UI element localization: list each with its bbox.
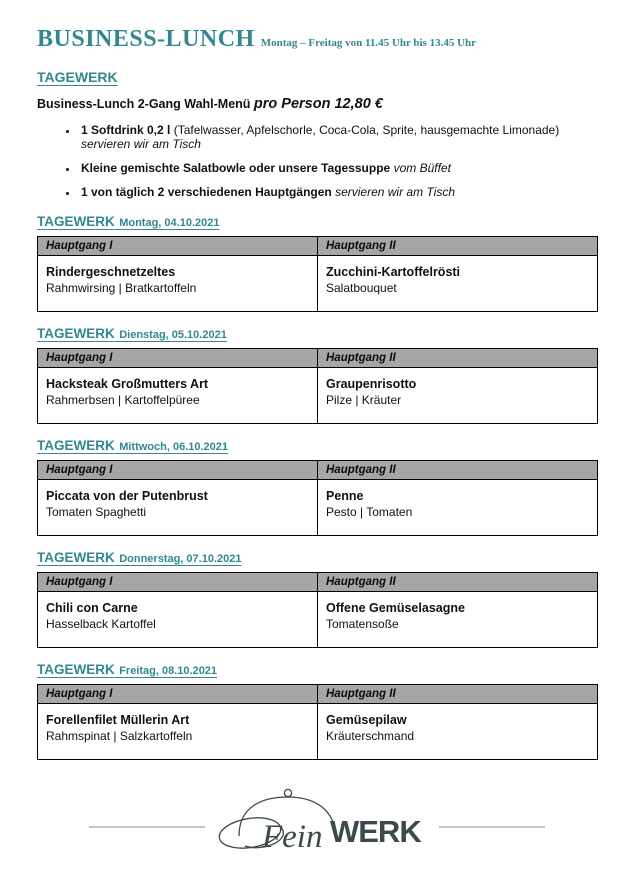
day-heading [37, 213, 597, 231]
day-heading-brand: TAGEWERK [37, 662, 115, 677]
column-header-hauptgang-1: Hauptgang I [38, 573, 318, 592]
dish-cell [38, 256, 318, 312]
dish-sides: Kräuterschmand [326, 729, 415, 743]
dish-name: Zucchini-Kartoffelrösti [326, 265, 461, 279]
day-heading [37, 325, 597, 343]
list-item [78, 161, 597, 175]
dish-cell [318, 592, 598, 648]
included-items-list [78, 123, 597, 199]
menu-table [37, 572, 598, 648]
column-header-hauptgang-2: Hauptgang II [318, 349, 598, 368]
column-header-hauptgang-1: Hauptgang I [38, 237, 318, 256]
day-heading-date: Montag, 04.10.2021 [119, 217, 220, 229]
day-section-friday [37, 661, 597, 760]
day-heading-date: Donnerstag, 07.10.2021 [119, 553, 242, 565]
dish-name: Graupenrisotto [326, 377, 417, 391]
dish-name: Piccata von der Putenbrust [46, 489, 208, 503]
column-header-hauptgang-1: Hauptgang I [38, 685, 318, 704]
dish-sides: Pilze | Kräuter [326, 393, 402, 407]
dish-sides: Rahmerbsen | Kartoffelpüree [46, 393, 200, 407]
logo-script-text: Fein [262, 819, 323, 855]
dish-sides: Hasselback Kartoffel [46, 617, 156, 631]
dish-sides: Rahmspinat | Salzkartoffeln [46, 729, 193, 743]
list-item [78, 123, 597, 151]
logo-bold-text: WERK [330, 814, 421, 849]
dish-cell [318, 256, 598, 312]
column-header-hauptgang-2: Hauptgang II [318, 573, 598, 592]
day-heading-brand: TAGEWERK [37, 214, 115, 229]
menu-line-price: pro Person 12,80 € [253, 96, 383, 112]
day-heading [37, 437, 597, 455]
bullet-italic-text: vom Büffet [393, 161, 451, 175]
menu-table [37, 460, 598, 536]
dish-cell [38, 368, 318, 424]
intro-block [37, 69, 597, 199]
dish-name: Chili con Carne [46, 601, 138, 615]
day-heading-brand: TAGEWERK [37, 326, 115, 341]
day-section-thursday [37, 549, 597, 648]
dish-sides: Pesto | Tomaten [326, 505, 413, 519]
dish-sides: Tomatensoße [326, 617, 399, 631]
tagewerk-heading: TAGEWERK [37, 69, 118, 85]
document-header [37, 26, 597, 53]
dish-cell [318, 480, 598, 536]
dish-name: Offene Gemüselasagne [326, 601, 465, 615]
column-header-hauptgang-2: Hauptgang II [318, 237, 598, 256]
menu-table [37, 348, 598, 424]
dish-cell [318, 704, 598, 760]
day-heading-date: Dienstag, 05.10.2021 [119, 329, 227, 341]
column-header-hauptgang-2: Hauptgang II [318, 685, 598, 704]
dish-cell [318, 368, 598, 424]
dish-sides: Salatbouquet [326, 281, 397, 295]
menu-table [37, 236, 598, 312]
dish-cell [38, 480, 318, 536]
bullet-italic-text: servieren wir am Tisch [335, 185, 455, 199]
day-heading [37, 661, 597, 679]
menu-price-line [37, 96, 597, 112]
day-section-monday [37, 213, 597, 312]
bullet-bold-text: Kleine gemischte Salatbowle oder unsere Tagessuppe [81, 161, 391, 175]
page-subtitle: Montag – Freitag von 11.45 Uhr bis 13.45 Uhr [260, 37, 477, 49]
page-title: BUSINESS-LUNCH [37, 26, 255, 52]
dish-name: Penne [326, 489, 364, 503]
day-heading-date: Freitag, 08.10.2021 [119, 665, 218, 677]
column-header-hauptgang-1: Hauptgang I [38, 461, 318, 480]
column-header-hauptgang-1: Hauptgang I [38, 349, 318, 368]
dish-name: Gemüsepilaw [326, 713, 407, 727]
column-header-hauptgang-2: Hauptgang II [318, 461, 598, 480]
bullet-italic-text: servieren wir am Tisch [81, 137, 201, 151]
feinwerk-logo-icon [87, 786, 547, 858]
day-heading [37, 549, 597, 567]
dish-cell [38, 592, 318, 648]
menu-line-bold: Business-Lunch 2-Gang Wahl-Menü [37, 97, 251, 111]
dish-name: Rindergeschnetzeltes [46, 265, 176, 279]
bullet-regular-text: (Tafelwasser, Apfelschorle, Coca-Cola, Sprite, hausgemachte Limonade) [170, 123, 560, 137]
day-section-tuesday [37, 325, 597, 424]
menu-table [37, 684, 598, 760]
dish-name: Hacksteak Großmutters Art [46, 377, 209, 391]
bullet-bold-text: 1 Softdrink 0,2 l [81, 123, 171, 137]
day-heading-date: Mittwoch, 06.10.2021 [119, 441, 229, 453]
company-logo [37, 786, 597, 863]
day-section-wednesday [37, 437, 597, 536]
list-item [78, 185, 597, 199]
dish-name: Forellenfilet Müllerin Art [46, 713, 190, 727]
day-heading-brand: TAGEWERK [37, 438, 115, 453]
day-heading-brand: TAGEWERK [37, 550, 115, 565]
dish-sides: Rahmwirsing | Bratkartoffeln [46, 281, 197, 295]
bullet-bold-text: 1 von täglich 2 verschiedenen Hauptgängen [81, 185, 332, 199]
dish-cell [38, 704, 318, 760]
dish-sides: Tomaten Spaghetti [46, 505, 147, 519]
